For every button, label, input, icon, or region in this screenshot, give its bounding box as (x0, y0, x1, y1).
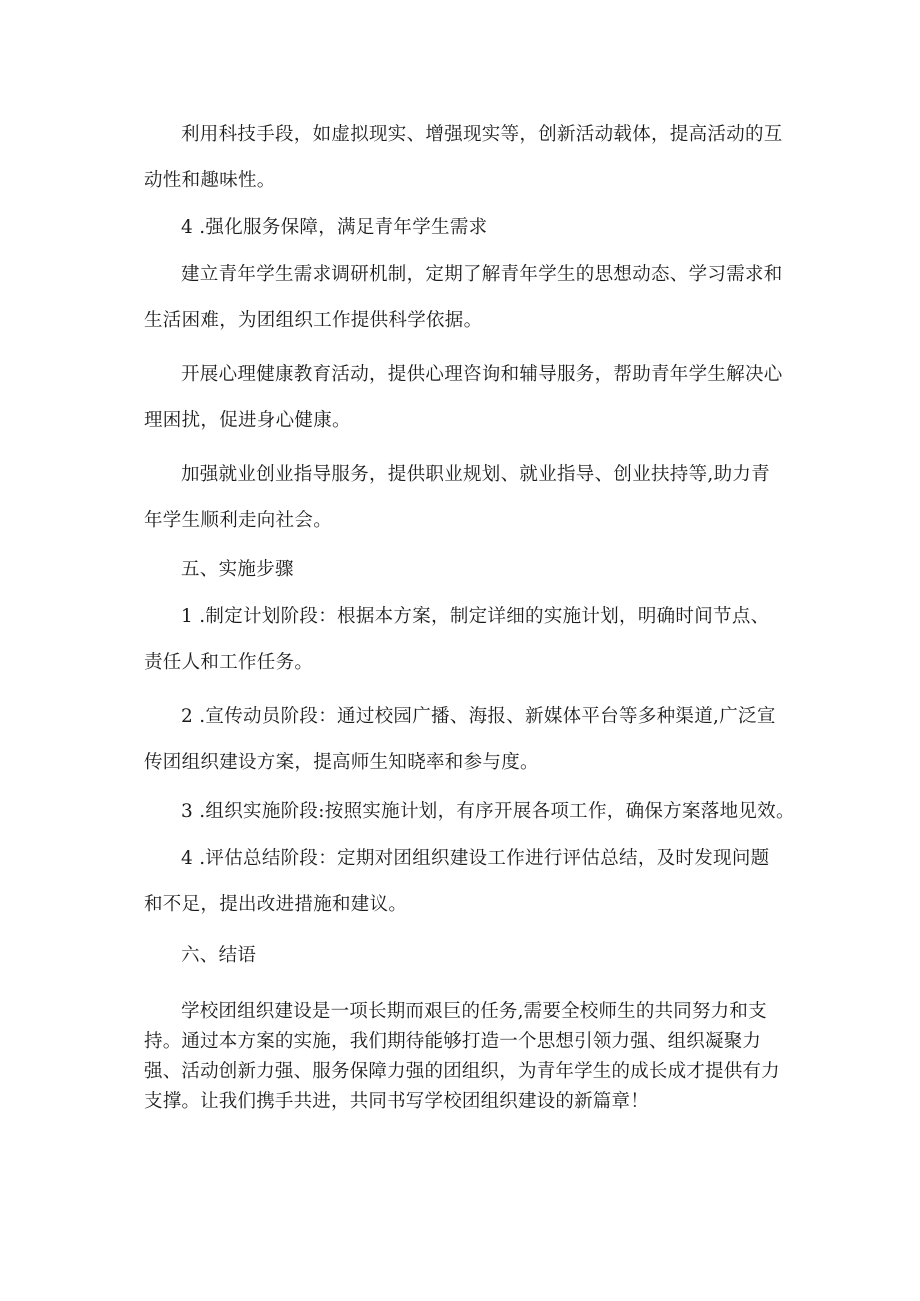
heading-implementation-steps: 五、实施步骤 (181, 559, 294, 580)
paragraph-needs-research: 建立青年学生需求调研机制，定期了解青年学生的思想动态、学习需求和生活困难，为团组织工作提供科学依据。 (144, 264, 783, 331)
step-3-execution: 3 .组织实施阶段:按照实施计划，有序开展各项工作，确保方案落地见效。 (181, 801, 795, 822)
paragraph-conclusion: 学校团组织建设是一项长期而艰巨的任务,需要全校师生的共同努力和支持。通过本方案的实施，我们期待能够打造一个思想引领力强、组织凝聚力强、活动创新力强、服务保障力强的团组织，为青年学生的成长成才提供有力支撑。让我们携手共进，共同书写学校团组织建设的新篇章！ (144, 1001, 780, 1112)
heading-conclusion: 六、结语 (181, 945, 257, 966)
paragraph-mental-health: 开展心理健康教育活动，提供心理咨询和辅导服务，帮助青年学生解决心理困扰，促进身心健康。 (144, 364, 783, 431)
paragraph-career-guidance: 加强就业创业指导服务，提供职业规划、就业指导、创业扶持等,助力青年学生顺利走向社会。 (144, 464, 770, 531)
step-4-evaluation: 4 .评估总结阶段：定期对团组织建设工作进行评估总结，及时发现问题和不足，提出改进措施和建议。 (144, 848, 770, 915)
step-2-publicity: 2 .宣传动员阶段：通过校园广播、海报、新媒体平台等多种渠道,广泛宣传团组织建设方案，提高师生知晓率和参与度。 (144, 706, 776, 773)
step-1-planning: 1 .制定计划阶段：根据本方案，制定详细的实施计划，明确时间节点、责任人和工作任务。 (144, 606, 770, 673)
paragraph-tech-means: 利用科技手段，如虚拟现实、增强现实等，创新活动载体，提高活动的互动性和趣味性。 (144, 124, 783, 191)
heading-service-guarantee: 4 .强化服务保障，满足青年学生需求 (181, 217, 488, 238)
